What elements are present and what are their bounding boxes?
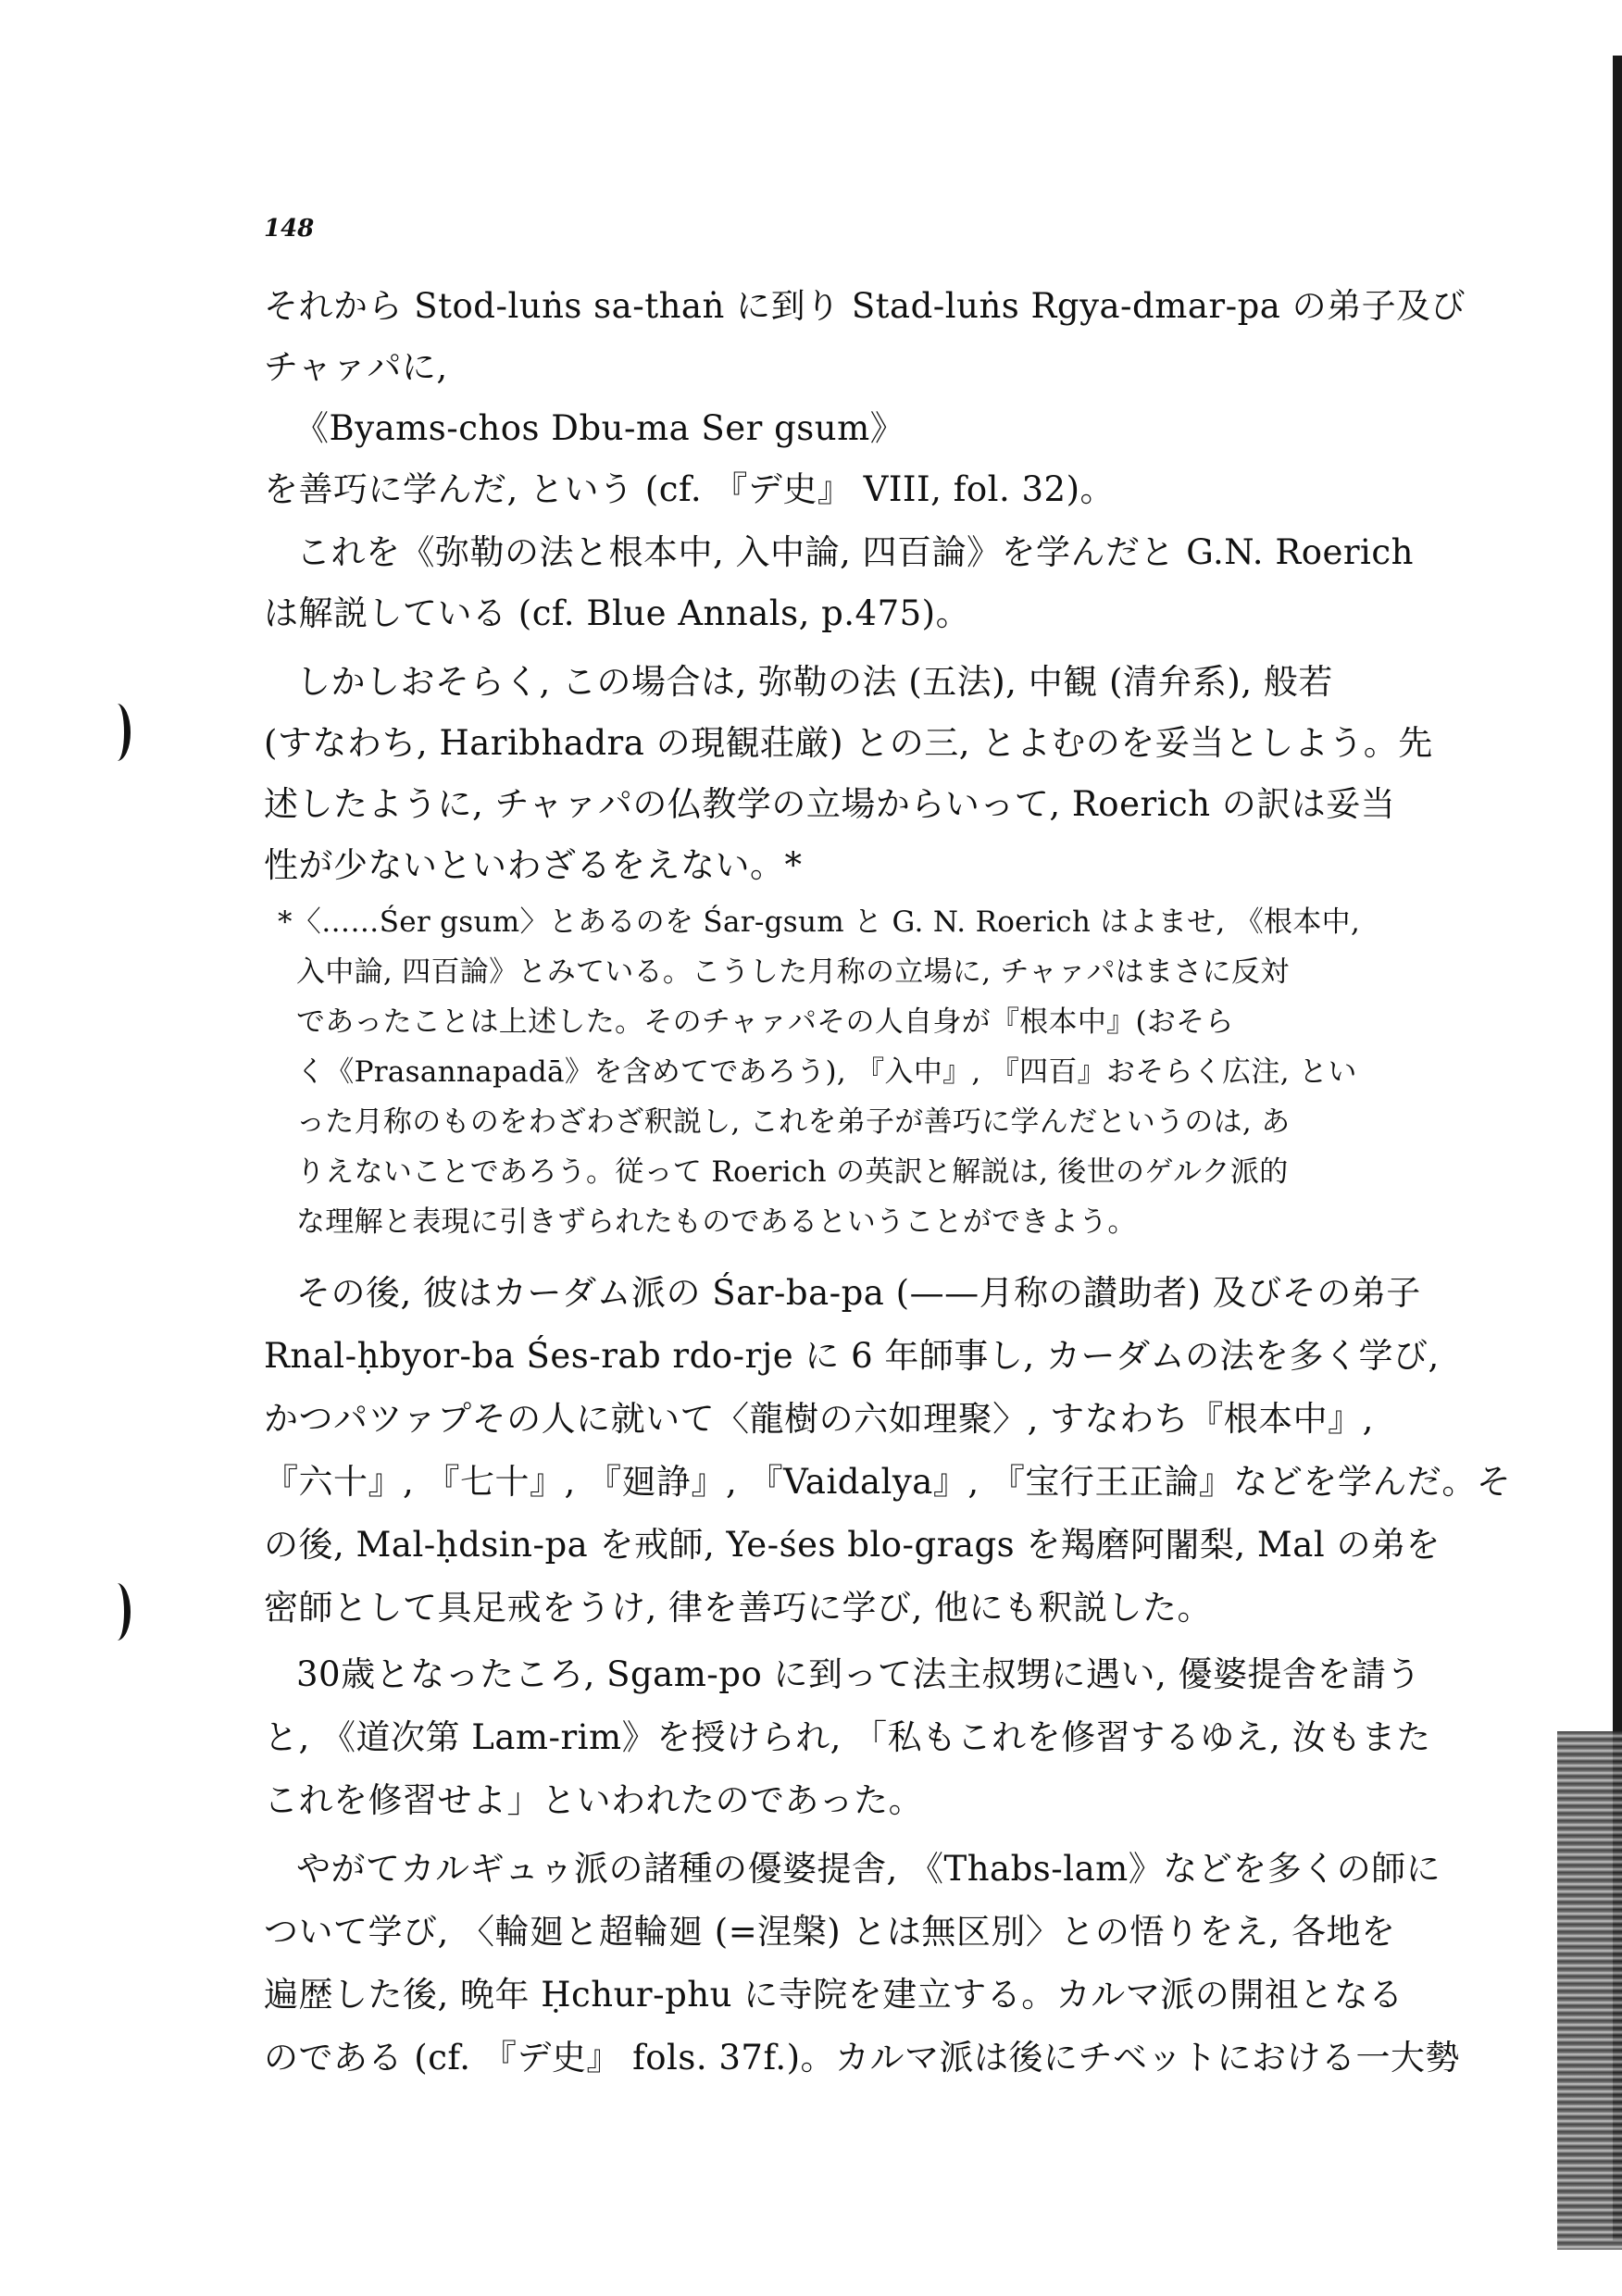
page-number: 148 — [264, 215, 315, 243]
footnote-line: な理解と表現に引きずられたものであるということができよう。 — [296, 1205, 1137, 1239]
footnote-line: であったことは上述した。そのチャァパその人自身が『根本中』(おそら — [296, 1005, 1234, 1039]
footnote-line: りえないことであろう。従って Roerich の英訳と解説は, 後世のゲルク派的 — [296, 1155, 1289, 1189]
text-line: しかしおそらく, この場合は, 弥勒の法 (五法), 中観 (清弁系), 般若 — [296, 662, 1333, 702]
scan-shadow — [1557, 1731, 1622, 2250]
text-line: Rnal-ḥbyor-ba Śes-rab rdo-rje に 6 年師事し, カーダムの法を多く学び, — [264, 1336, 1440, 1376]
binding-bracket-mark — [104, 704, 131, 761]
text-line: 遍歴した後, 晩年 Ḥchur-phu に寺院を建立する。カルマ派の開祖となる — [264, 1975, 1404, 2015]
text-line: と, 《道次第 Lam-rim》を授けられ, 「私もこれを修習するゆえ, 汝もまた — [264, 1717, 1431, 1757]
text-line: 『六十』, 『七十』, 『廻諍』, 『Vaidalya』, 『宝行王正論』などを学んだ。そ — [264, 1462, 1512, 1502]
footnote-line: *〈……Śer gsum〉とあるのを Śar-gsum と G. N. Roerich はよませ, 《根本中, — [278, 905, 1361, 939]
text-line: は解説している (cf. Blue Annals, p.475)。 — [264, 593, 971, 633]
text-line: その後, 彼はカーダム派の Śar-ba-pa (——月称の讃助者) 及びその弟子 — [296, 1273, 1421, 1313]
text-line: 性が少ないといわざるをえない。* — [264, 845, 803, 885]
text-line: の後, Mal-ḥdsin-pa を戒師, Ye-śes blo-grags を羯磨阿闍梨, Mal の弟を — [264, 1525, 1441, 1565]
text-line: チャァパに, — [264, 347, 448, 387]
text-line: それから Stod-luṅs sa-thaṅ に到り Stad-luṅs Rgya-dmar-pa の弟子及び — [264, 286, 1466, 326]
text-line: やがてカルギュゥ派の諸種の優婆提舎, 《Thabs-lam》などを多くの師に — [296, 1849, 1441, 1889]
text-line: ついて学び, 〈輪廻と超輪廻 (=涅槃) とは無区別〉との悟りをえ, 各地を — [264, 1912, 1396, 1952]
text-line: を善巧に学んだ, という (cf. 『デ史』 VIII, fol. 32)。 — [264, 469, 1116, 509]
binding-bracket-mark — [104, 1583, 131, 1641]
text-line: 密師として具足戒をうけ, 律を善巧に学び, 他にも釈説した。 — [264, 1588, 1213, 1628]
text-line: 述したように, チャァパの仏教学の立場からいって, Roerich の訳は妥当 — [264, 784, 1396, 824]
text-line: 《Byams-chos Dbu-ma Ser gsum》 — [294, 408, 905, 448]
text-line: のである (cf. 『デ史』 fols. 37f.)。カルマ派は後にチベットにおける一大勢 — [264, 2038, 1461, 2078]
text-line: (すなわち, Haribhadra の現観荘厳) との三, とよむのを妥当としよう。先 — [264, 723, 1433, 763]
text-line: かつパツァプその人に就いて〈龍樹の六如理聚〉, すなわち『根本中』, — [264, 1399, 1374, 1439]
text-line: これを《弥勒の法と根本中, 入中論, 四百論》を学んだと G.N. Roerich — [296, 532, 1414, 572]
footnote-line: 入中論, 四百論》とみている。こうした月称の立場に, チャァパはまさに反対 — [296, 955, 1290, 989]
text-line: 30歳となったころ, Sgam-po に到って法主叔甥に遇い, 優婆提舎を請う — [296, 1654, 1422, 1694]
text-line: これを修習せよ」といわれたのであった。 — [264, 1780, 924, 1820]
footnote-line: く《Prasannapadā》を含めてであろう), 『入中』, 『四百』おそらく広注, とい — [296, 1055, 1357, 1089]
footnote-line: った月称のものをわざわざ釈説し, これを弟子が善巧に学んだというのは, あ — [296, 1105, 1291, 1139]
